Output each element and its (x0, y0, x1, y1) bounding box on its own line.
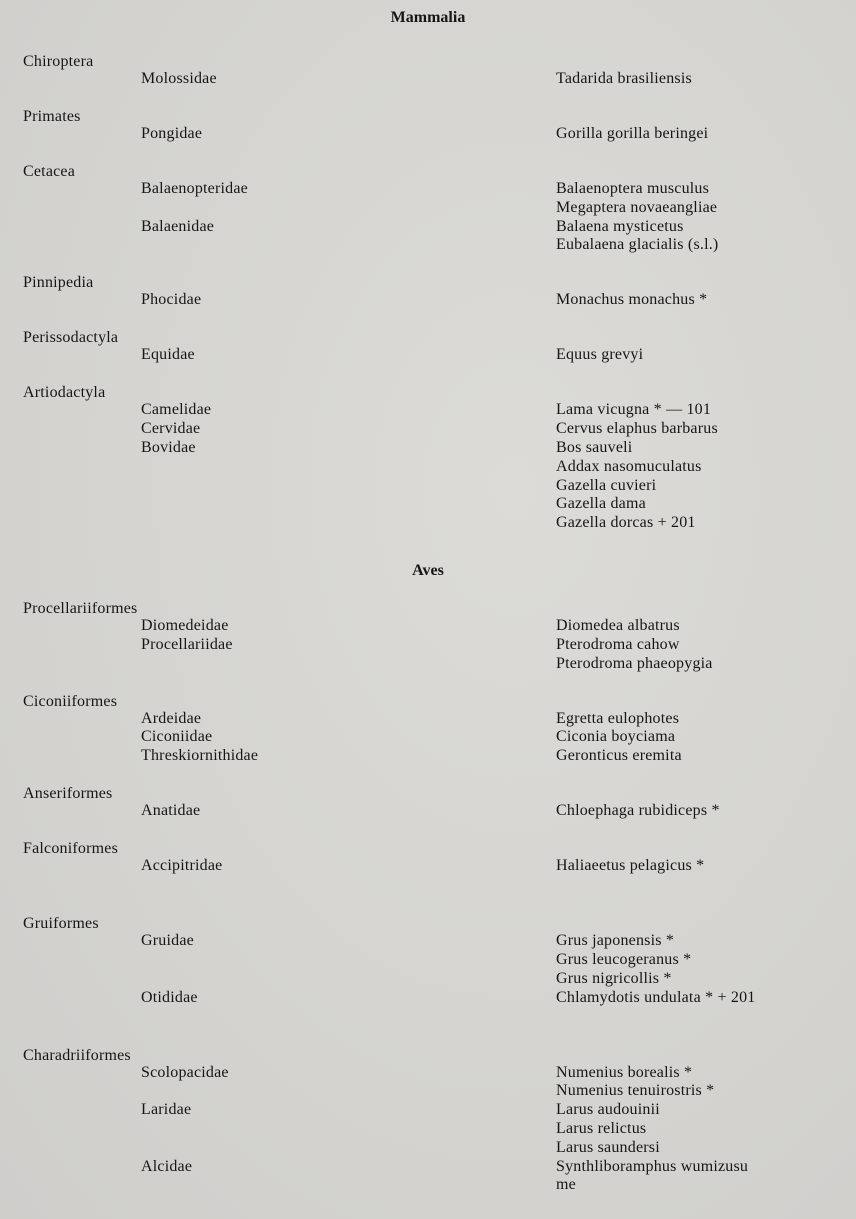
section-title: Aves (412, 562, 444, 579)
family-name: Camelidae (141, 401, 212, 419)
order-name: Procellariiformes (23, 600, 138, 617)
species-name: Chloephaga rubidiceps * (556, 802, 720, 820)
species-name: Grus japonensis * (556, 932, 675, 950)
species-name: Grus leucogeranus * (556, 951, 692, 968)
species-name: Equus grevyi (556, 346, 644, 364)
species-name: Geronticus eremita (556, 747, 682, 765)
species-name: Gazella dorcas + 201 (556, 514, 696, 532)
family-name: Threskiornithidae (141, 747, 259, 765)
order-name: Gruiformes (23, 915, 99, 933)
species-name: Grus nigricollis * (556, 969, 672, 987)
family-name: Equidae (141, 346, 195, 364)
order-name: Chiroptera (23, 53, 94, 70)
family-name: Procellariidae (141, 635, 233, 653)
family-name: Molossidae (141, 70, 217, 87)
species-name: Pterodroma phaeopygia (556, 654, 713, 672)
order-name: Artiodactyla (23, 384, 106, 402)
family-name: Anatidae (141, 802, 201, 820)
family-name: Pongidae (141, 125, 203, 142)
family-name: Gruidae (141, 932, 194, 950)
family-name: Accipitridae (141, 857, 223, 875)
family-name: Bovidae (141, 439, 196, 456)
species-name: Synthliboramphus wumizusu me (556, 1157, 749, 1193)
family-name: Balaenidae (141, 217, 215, 235)
family-name: Ciconiidae (141, 728, 213, 746)
species-name: Numenius tenuirostris * (556, 1082, 715, 1100)
species-name: Lama vicugna * — 101 (556, 401, 712, 419)
family-name: Phocidae (141, 291, 202, 309)
family-name: Laridae (141, 1101, 192, 1119)
species-name: Gorilla gorilla beringei (556, 125, 709, 142)
species-name: Balaena mysticetus (556, 217, 684, 235)
species-name: Pterodroma cahow (556, 635, 680, 653)
species-name: Egretta eulophotes (556, 709, 680, 727)
family-name: Diomedeidae (141, 617, 229, 634)
family-name: Ardeidae (141, 709, 202, 727)
order-name: Anseriformes (23, 785, 113, 803)
species-name: Larus audouinii (556, 1101, 660, 1119)
species-name: Diomedea albatrus (556, 617, 680, 634)
species-name: Monachus monachus * (556, 291, 708, 309)
species-name: Addax nasomuculatus (556, 457, 702, 475)
species-name: Eubalaena glacialis (s.l.) (556, 236, 719, 254)
species-name: Megaptera novaeangliae (556, 198, 718, 216)
species-name: Numenius borealis * (556, 1063, 693, 1081)
species-name: Chlamydotis undulata * + 201 (556, 988, 756, 1006)
order-name: Ciconiiformes (23, 692, 118, 710)
family-name: Alcidae (141, 1157, 193, 1175)
order-name: Cetacea (23, 163, 76, 180)
order-name: Perissodactyla (23, 329, 119, 347)
order-name: Primates (23, 108, 81, 125)
species-name: Larus saundersi (556, 1138, 660, 1156)
family-name: Otididae (141, 988, 198, 1006)
species-name: Balaenoptera musculus (556, 180, 710, 197)
species-name: Gazella cuvieri (556, 476, 657, 494)
family-name: Cervidae (141, 420, 201, 438)
order-name: Pinnipedia (23, 274, 94, 292)
species-name: Larus relictus (556, 1120, 647, 1137)
species-name: Bos sauveli (556, 439, 633, 456)
order-name: Charadriiformes (23, 1046, 131, 1064)
family-name: Scolopacidae (141, 1063, 229, 1081)
species-name: Ciconia boyciama (556, 728, 676, 746)
species-name: Tadarida brasiliensis (556, 70, 692, 87)
species-name: Haliaeetus pelagicus * (556, 857, 705, 875)
section-title: Mammalia (390, 9, 466, 26)
order-name: Falconiformes (23, 840, 119, 858)
species-name: Cervus elaphus barbarus (556, 420, 718, 438)
family-name: Balaenopteridae (141, 180, 248, 197)
species-name: Gazella dama (556, 495, 646, 513)
